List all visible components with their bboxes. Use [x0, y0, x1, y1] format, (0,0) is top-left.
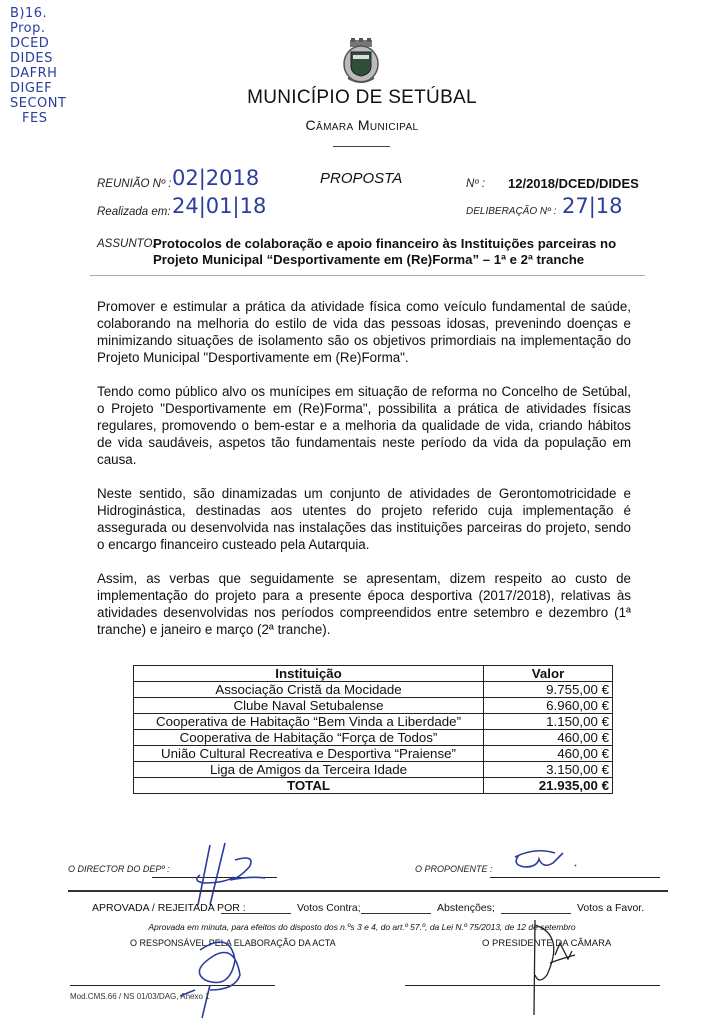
document-type: PROPOSTA: [320, 170, 403, 187]
proponente-signature-icon: [505, 845, 585, 875]
table-row: [134, 698, 613, 714]
municipal-coat-of-arms-icon: [340, 38, 382, 86]
proponente-label: O PROPONENTE :: [415, 864, 493, 874]
total-label: TOTAL: [134, 778, 484, 794]
proposal-body: [97, 298, 631, 655]
valor-cell: 460,00 €: [484, 746, 613, 762]
note-line: Prop.: [10, 21, 46, 36]
instituicao-cell: Clube Naval Setubalense: [134, 698, 484, 714]
valor-cell: 6.960,00 €: [484, 698, 613, 714]
note-line: DIDES: [10, 51, 53, 66]
funding-table: [133, 665, 613, 794]
presidente-label: O PRESIDENTE DA CÂMARA: [482, 938, 612, 949]
reuniao-label: REUNIÃO Nº :: [97, 178, 172, 190]
column-header-instituicao: Instituição: [134, 666, 484, 682]
director-signature-icon: [180, 835, 270, 910]
responsavel-acta-label: O RESPONSÁVEL PELA ELABORAÇÃO DA ACTA: [130, 938, 336, 948]
presidente-signature-icon: [520, 915, 580, 1015]
aprovada-label: APROVADA / REJEITADA POR :: [92, 902, 246, 914]
assunto-text: Protocolos de colaboração e apoio financeiro às Instituições parceiras no Projeto Municipal “Desportivamente em (Re)Forma” – 1ª e 2ª tranche: [153, 236, 617, 267]
instituicao-cell: Cooperativa de Habitação “Força de Todos”: [134, 730, 484, 746]
note-line: B)16.: [10, 6, 48, 21]
approval-divider: [68, 890, 668, 892]
votos-contra-field: [215, 902, 361, 914]
proposal-number: 12/2018/DCED/DIDES: [508, 176, 639, 191]
total-value: 21.935,00 €: [484, 778, 613, 794]
reuniao-value: 02|2018: [172, 166, 260, 190]
realizada-value: 24|01|18: [172, 194, 267, 218]
note-line: SECONT: [10, 96, 67, 111]
director-label: O DIRECTOR DO DEPº :: [68, 864, 170, 874]
votos-favor-blank: [501, 903, 571, 914]
title-divider: [333, 146, 390, 147]
deliberacao-value: 27|18: [562, 194, 623, 218]
deliberacao-label: DELIBERAÇÃO Nº :: [466, 206, 557, 217]
table-row: [134, 746, 613, 762]
municipality-title: MUNICÍPIO DE SETÚBAL: [247, 87, 477, 108]
votos-contra-blank: [221, 903, 291, 914]
instituicao-cell: União Cultural Recreativa e Desportiva “Praiense”: [134, 746, 484, 762]
note-line: DIGEF: [10, 81, 53, 96]
body-paragraph: Assim, as verbas que seguidamente se apresentam, dizem respeito ao custo de implementação do projeto para a presente época desportiva (2017/2018), relativas às atividades desenvolvidas nos períodos compreendidos entre setembro e dezembro (1ª tranche) e janeiro e março (2ª tranche).: [97, 571, 631, 637]
abstencoes-field: [355, 902, 495, 914]
acta-signature-icon: [180, 930, 250, 1020]
valor-cell: 9.755,00 €: [484, 682, 613, 698]
proponente-signature-line: [490, 877, 660, 878]
votos-favor-label: Votos a Favor.: [577, 902, 645, 914]
note-line: DAFRH: [10, 66, 58, 81]
instituicao-cell: Associação Cristã da Mocidade: [134, 682, 484, 698]
instituicao-cell: Cooperativa de Habitação “Bem Vinda a Liberdade”: [134, 714, 484, 730]
column-header-valor: Valor: [484, 666, 613, 682]
instituicao-cell: Liga de Amigos da Terceira Idade: [134, 762, 484, 778]
valor-cell: 460,00 €: [484, 730, 613, 746]
valor-cell: 3.150,00 €: [484, 762, 613, 778]
table-header-row: [134, 666, 613, 682]
chamber-subtitle: Câmara Municipal: [305, 117, 419, 133]
minuta-approval-note: Aprovada em minuta, para efeitos do disposto dos n.ºs 3 e 4, do art.º 57.º, da Lei N.º 75/2013, de 12 de setembro: [148, 922, 576, 932]
note-line: FES: [22, 111, 48, 126]
form-code: Mod.CMS.66 / NS 01/03/DAG, Anexo 1: [70, 992, 210, 1001]
assunto-label: ASSUNTO:: [97, 238, 156, 250]
table-row: [134, 762, 613, 778]
table-row: [134, 730, 613, 746]
votos-contra-label: Votos Contra;: [297, 902, 361, 914]
numero-label: Nº :: [466, 178, 485, 190]
valor-cell: 1.150,00 €: [484, 714, 613, 730]
abstencoes-blank: [361, 903, 431, 914]
table-total-row: [134, 778, 613, 794]
body-paragraph: Promover e estimular a prática da atividade física como veículo fundamental de saúde, colaborando na melhoria do estilo de vida das pessoas idosas, prevenindo doenças e minimizando situações de isolamento são os objetivos primordiais na implementação do Projeto Municipal "Desportivamente em (Re)Forma".: [97, 299, 631, 365]
table-row: [134, 714, 613, 730]
note-line: DCED: [10, 36, 50, 51]
abstencoes-label: Abstenções;: [437, 902, 495, 914]
subject-divider: [90, 275, 645, 276]
table-row: [134, 682, 613, 698]
realizada-label: Realizada em:: [97, 206, 171, 218]
body-paragraph: Neste sentido, são dinamizadas um conjunto de atividades de Gerontomotricidade e Hidroginástica, destinadas aos utentes do projeto referido cuja implementação é assegurada ou desenvolvida nas instalações das instituições parceiras do projeto, sendo o encargo financeiro custeado pela Autarquia.: [97, 486, 631, 552]
votos-favor-field: [495, 902, 644, 914]
body-paragraph: Tendo como público alvo os munícipes em situação de reforma no Concelho de Setúbal, o Projeto "Desportivamente em (Re)Forma", possibilita a prática de atividades físicas regulares, promovendo o bem-estar e a melhoria da qualidade de vida, criando hábitos de vida saudáveis, aspetos tão fundamentais neste período da vida da população em causa.: [97, 384, 631, 467]
